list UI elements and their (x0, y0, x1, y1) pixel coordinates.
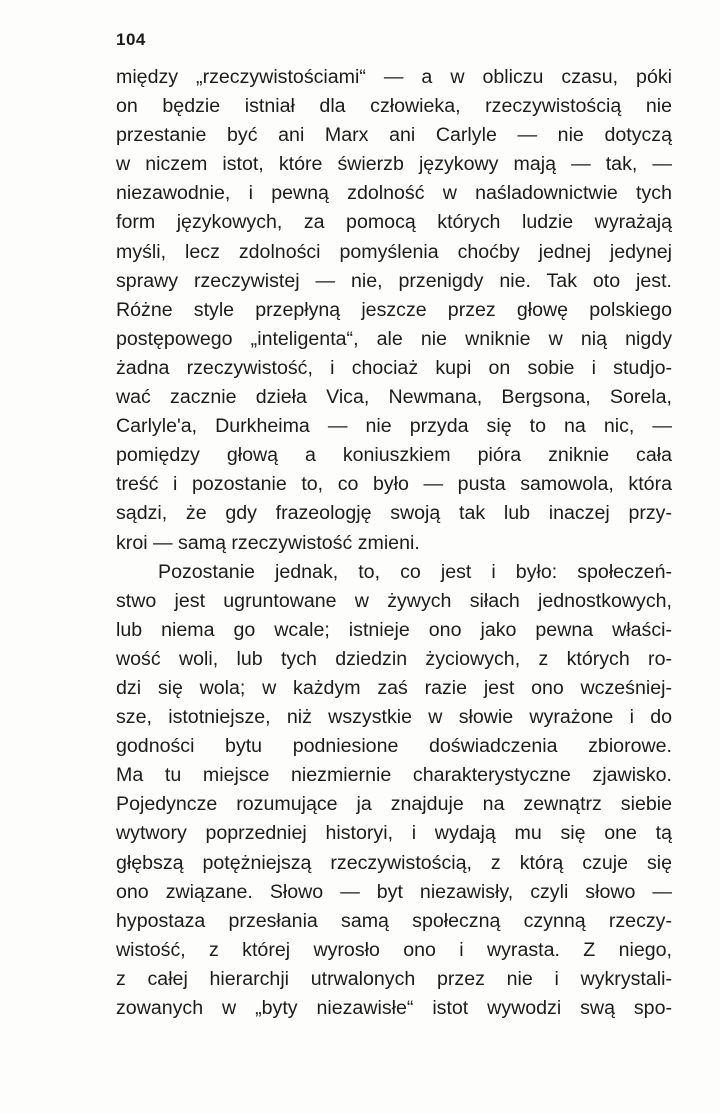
text-line: sze, istotniejsze, niż wszystkie w słowie wyrażone i do (116, 706, 672, 729)
text-line: Różne style przepłyną jeszcze przez głowę polskiego (116, 298, 672, 321)
body-text (116, 63, 672, 1023)
text-line: wytwory poprzedniej historyi, i wydają mu się one tą (116, 822, 672, 845)
text-line: głębszą potężniejszą rzeczywistością, z którą czuje się (116, 851, 672, 874)
text-line: przestanie być ani Marx ani Carlyle — nie dotyczą (116, 124, 672, 147)
text-line: sądzi, że gdy frazeologję swoją tak lub inaczej przy- (116, 502, 672, 525)
text-line: treść i pozostanie to, co było — pusta samowola, która (116, 473, 672, 496)
text-line: niezawodnie, i pewną zdolność w naśladownictwie tych (116, 182, 672, 205)
text-line: z całej hierarchji utrwalonych przez nie i wykrystali- (116, 967, 672, 990)
text-line: pomiędzy głową a koniuszkiem pióra zniknie cała (116, 444, 672, 467)
text-line: Ma tu miejsce niezmiernie charakterystyczne zjawisko. (116, 764, 672, 787)
text-line: sprawy rzeczywistej — nie, przenigdy nie. Tak oto jest. (116, 269, 672, 292)
text-line: form językowych, za pomocą których ludzie wyrażają (116, 211, 672, 234)
text-line: ono związane. Słowo — byt niezawisły, czyli słowo — (116, 880, 672, 903)
text-line: zowanych w „byty niezawisłe“ istot wywodzi swą spo- (116, 997, 672, 1019)
page-number: 104 (116, 30, 146, 49)
text-line: żadna rzeczywistość, i chociaż kupi on sobie i studjo- (116, 356, 672, 379)
text-line: hypostaza przesłania samą społeczną czynną rzeczy- (116, 909, 672, 932)
text-line: on będzie istniał dla człowieka, rzeczywistością nie (116, 95, 672, 118)
text-line: Carlyle'a, Durkheima — nie przyda się to na nic, — (116, 415, 672, 438)
text-line: Pozostanie jednak, to, co jest i było: społeczeń- (158, 560, 672, 583)
text-line: stwo jest ugruntowane w żywych siłach jednostkowych, (116, 589, 672, 612)
text-line: myśli, lecz zdolności pomyślenia choćby jednej jedynej (116, 240, 672, 263)
text-line: między „rzeczywistościami“ — a w obliczu czasu, póki (116, 66, 672, 88)
text-line: wość woli, lub tych dziedzin życiowych, z których ro- (116, 647, 672, 670)
text-line: godności bytu podniesione doświadczenia zbiorowe. (116, 735, 672, 758)
text-line: lub niema go wcale; istnieje ono jako pewna właści- (116, 618, 672, 641)
text-line: dzi się wola; w każdym zaś razie jest ono wcześniej- (116, 676, 672, 699)
text-line: kroi — samą rzeczywistość zmieni. (116, 531, 420, 554)
text-line: Pojedyncze rozumujące ja znajduje na zewnątrz siebie (116, 793, 672, 816)
text-line: wać zacznie dzieła Vica, Newmana, Bergsona, Sorela, (116, 386, 672, 409)
text-line: postępowego „inteligenta“, ale nie wniknie w nią nigdy (116, 327, 672, 350)
text-line: w niczem istot, które świerzb językowy mają — tak, — (116, 153, 672, 176)
text-line: wistość, z której wyrosło ono i wyrasta. Z niego, (116, 938, 672, 961)
